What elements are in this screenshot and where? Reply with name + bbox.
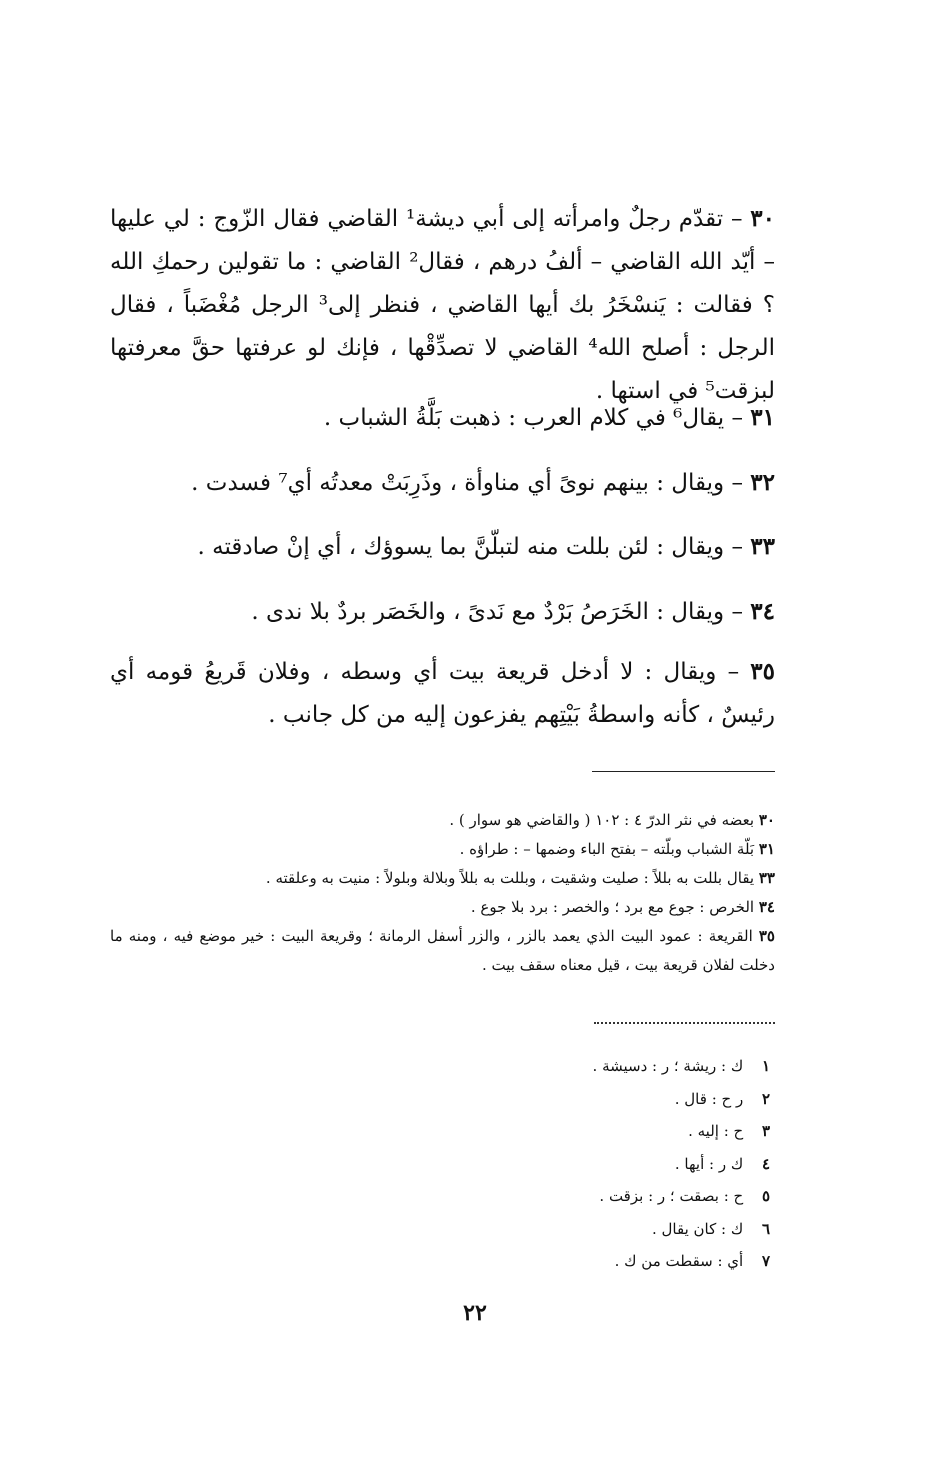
entry-number: ٣٠ [750, 205, 776, 232]
footnote-number: ٣٠ [758, 811, 775, 829]
entry-text: يقال⁶ في كلام العرب : ذهبت بَلَّةُ الشباب . [323, 405, 725, 431]
variant-number: ٤ [761, 1154, 770, 1173]
variant-text: أي : سقطت من ك . [614, 1252, 744, 1270]
variant-number: ٢ [761, 1089, 770, 1108]
variant-number: ٣ [761, 1122, 770, 1140]
footnote [110, 893, 775, 922]
footnote [110, 864, 775, 893]
entry-31 [110, 396, 775, 440]
entry-35 [110, 650, 775, 737]
footnote-number: ٣٣ [758, 869, 775, 887]
footnote-text: بعضه في نثر الدرّ ٤ : ١٠٢ ( والقاضي هو سوار ) . [449, 811, 755, 829]
variant-number: ٦ [761, 1219, 770, 1238]
variant-note [500, 1180, 770, 1213]
footnote [110, 806, 775, 835]
variant-number: ٥ [761, 1187, 770, 1205]
page-number: ٢٢ [463, 1300, 487, 1326]
footnote-number: ٣٤ [758, 898, 775, 916]
footnote [110, 835, 775, 864]
variant-note [500, 1050, 770, 1083]
footnote-text: بَلّة الشباب وبلّته – بفتح الباء وضمها – : طراؤه . [459, 840, 755, 858]
footnote-number: ٣١ [758, 840, 775, 858]
entry-dash: – [731, 470, 743, 496]
entry-dash: – [730, 206, 743, 232]
variant-text: ك ر : أيها . [674, 1154, 744, 1173]
footnote-text: القريعة : عمود البيت الذي يعمد بالزر ، والزر أسفل الرمانة ؛ وقريعة البيت : خير موضع فيه ، ومنه ما دخلت لفلان قريعة بيت ، قيل معناه سقف بيت . [110, 927, 775, 974]
variant-number: ١ [761, 1057, 770, 1075]
entry-34 [110, 590, 775, 634]
entry-number: ٣٢ [750, 469, 775, 496]
entry-text: ويقال : بينهم نوىً أي مناوأة ، وذَرِبَتْ معدتُه أي⁷ فسدت . [191, 470, 725, 496]
variant-note [500, 1245, 770, 1278]
variant-note [500, 1148, 770, 1181]
variant-text: ح : بصقت ؛ ر : بزقت . [599, 1187, 744, 1205]
footnote-text: يقال بللت به بللاً : صليت وشقيت ، وبللت به بللاً وبلالة وبلولاً : منيت به وعلقته . [265, 869, 755, 887]
footnotes [110, 806, 775, 980]
entry-text: ويقال : لا أدخل قريعة بيت أي وسطه ، وفلان قَريعُ قومه أي رئيسٌ ، كأنه واسطةُ بَيْتِهم يفزعون إليه من كل جانب . [110, 659, 775, 728]
footnote-number: ٣٥ [758, 927, 775, 945]
entry-number: ٣٣ [750, 533, 775, 560]
variant-text: ك : ريشة ؛ ر : دسيشة . [592, 1057, 744, 1075]
footnote-text: الخرص : جوع مع برد ؛ والخصر : برد بلا جوع . [470, 898, 755, 916]
variants-divider [594, 1022, 775, 1024]
variant-text: ر ح : قال . [674, 1089, 744, 1108]
entry-dash: – [731, 534, 743, 560]
variant-text: ك : كان يقال . [652, 1219, 744, 1238]
entry-30 [110, 197, 775, 413]
entry-dash: – [731, 599, 743, 625]
entry-dash: – [731, 405, 743, 431]
manuscript-variants [500, 1050, 770, 1278]
variant-note [500, 1115, 770, 1148]
entry-text: تقدّم رجلٌ وامرأته إلى أبي ديشة¹ القاضي فقال الزّوج : لي عليها – أيّد الله القاضي – ألفُ درهم ، فقال² القاضي : ما تقولين رحمكِ الله ؟ فقالت : يَنسْخَرُ بك أيها القاضي ، فنظر إلى³ الرجل مُغْضَباً ، فقال الرجل : أصلح الله⁴ القاضي لا تصدِّقْها ، فإنك لو عرفتها حقَّ معرفتها لبزقت⁵ في استها . [110, 206, 775, 404]
entry-text: ويقال : الخَرَصُ بَرْدٌ مع نَدىً ، والخَصَر بردٌ بلا ندى . [251, 599, 725, 625]
entry-dash: – [727, 659, 740, 685]
footnote-divider [592, 771, 775, 772]
entry-number: ٣١ [750, 404, 775, 431]
entry-33 [110, 525, 775, 569]
variant-text: ح : إليه . [688, 1122, 744, 1140]
variant-note [500, 1083, 770, 1116]
entry-number: ٣٤ [750, 598, 775, 625]
variant-note [500, 1213, 770, 1246]
entry-number: ٣٥ [750, 658, 776, 685]
entry-32 [110, 461, 775, 505]
footnote [110, 922, 775, 980]
variant-number: ٧ [761, 1252, 770, 1270]
entry-text: ويقال : لئن بللت منه لتبلّنَّ بما يسوؤك ، أي إنْ صادقته . [197, 534, 725, 560]
